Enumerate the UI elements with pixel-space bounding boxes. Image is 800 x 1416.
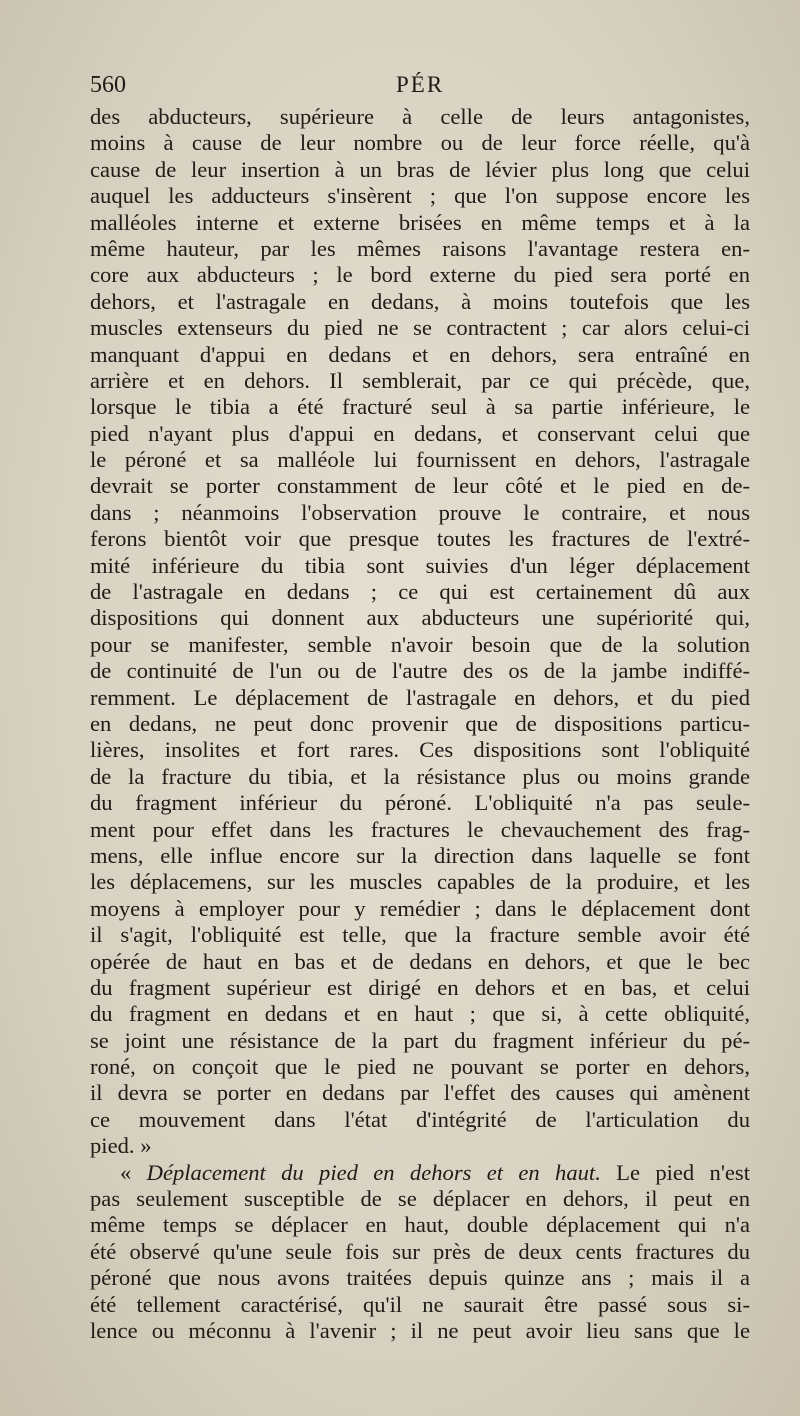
paragraph-line: ferons bientôt voir que presque toutes les fractures de l'extré- — [90, 526, 750, 552]
paragraph-line: du fragment inférieur du péroné. L'obliquité n'a pas seule- — [90, 790, 750, 816]
paragraph-line: arrière et en dehors. Il semblerait, par ce qui précède, que, — [90, 367, 750, 393]
paragraph-line: remment. Le déplacement de l'astragale en dehors, et du pied — [90, 684, 750, 710]
paragraph-line: devrait se porter constamment de leur côté et le pied en de- — [90, 473, 750, 499]
paragraph-line: de l'astragale en dedans ; ce qui est certainement dû aux — [90, 579, 750, 605]
paragraph-line: pied. » — [90, 1133, 152, 1159]
paragraph-line: lorsque le tibia a été fracturé seul à sa partie inférieure, le — [90, 394, 750, 420]
paragraph-line: lence ou méconnu à l'avenir ; il ne peut avoir lieu sans que le — [90, 1317, 750, 1343]
body-text — [90, 104, 750, 1344]
paragraph-line: opérée de haut en bas et de dedans en dehors, et que le bec — [90, 948, 750, 974]
paragraph-line: été observé qu'une seule fois sur près de deux cents fractures du — [90, 1238, 750, 1264]
paragraph-line: malléoles interne et externe brisées en même temps et à la — [90, 209, 750, 235]
paragraph-line: core aux abducteurs ; le bord externe du pied sera porté en — [90, 262, 750, 288]
paragraph-line: dans ; néanmoins l'observation prouve le contraire, et nous — [90, 499, 750, 525]
paragraph-line: des abducteurs, supérieure à celle de leurs antagonistes, — [90, 104, 750, 129]
paragraph-line: il devra se porter en dedans par l'effet des causes qui amènent — [90, 1080, 750, 1106]
paragraph-line: péroné que nous avons traitées depuis quinze ans ; mais il a — [90, 1265, 750, 1291]
paragraph-line: dispositions qui donnent aux abducteurs une supériorité qui, — [90, 605, 750, 631]
paragraph-line: moins à cause de leur nombre ou de leur force réelle, qu'à — [90, 130, 750, 156]
paragraph-line: ment pour effet dans les fractures le chevauchement des frag- — [90, 816, 750, 842]
paragraph-line: mens, elle influe encore sur la direction dans laquelle se font — [90, 842, 750, 868]
quote-mark: « — [120, 1159, 147, 1185]
paragraph-line: auquel les adducteurs s'insèrent ; que l'on suppose encore les — [90, 183, 750, 209]
page-number: 560 — [90, 72, 126, 98]
paragraph-line: pour se manifester, semble n'avoir besoin que de la solution — [90, 631, 750, 657]
paragraph-line: du fragment en dedans et en haut ; que si, à cette obliquité, — [90, 1001, 750, 1027]
paragraph-line: de la fracture du tibia, et la résistance plus ou moins grande — [90, 763, 750, 789]
paragraph-line: lières, insolites et fort rares. Ces dispositions sont l'obliquité — [90, 737, 750, 763]
paragraph-line — [90, 1160, 750, 1186]
paragraph-line: muscles extenseurs du pied ne se contractent ; car alors celui-ci — [90, 315, 750, 341]
paragraph-line: en dedans, ne peut donc provenir que de dispositions particu- — [90, 710, 750, 736]
paragraph-line: mité inférieure du tibia sont suivies d'un léger déplacement — [90, 552, 750, 578]
paragraph-1 — [90, 104, 750, 1160]
paragraph-line: du fragment supérieur est dirigé en dehors et en bas, et celui — [90, 974, 750, 1000]
paragraph-line: se joint une résistance de la part du fragment inférieur du pé- — [90, 1027, 750, 1053]
paragraph-line: même temps se déplacer en haut, double déplacement qui n'a — [90, 1212, 750, 1238]
paragraph-line: de continuité de l'un ou de l'autre des os de la jambe indiffé- — [90, 658, 750, 684]
paragraph-line: même hauteur, par les mêmes raisons l'avantage restera en- — [90, 235, 750, 261]
paragraph-2 — [90, 1160, 750, 1345]
paragraph-line: ce mouvement dans l'état d'intégrité de l'articulation du — [90, 1106, 750, 1132]
running-head: PÉR — [396, 72, 445, 97]
paragraph-line: pas seulement susceptible de se déplacer en dehors, il peut en — [90, 1186, 750, 1212]
section-title: Déplacement du pied en dehors et en haut. — [146, 1159, 601, 1185]
paragraph-line: les déplacemens, sur les muscles capables de la produire, et les — [90, 869, 750, 895]
paragraph-line: le péroné et sa malléole lui fournissent en dehors, l'astragale — [90, 447, 750, 473]
paragraph-line: été tellement caractérisé, qu'il ne saurait être passé sous si- — [90, 1291, 750, 1317]
paragraph-line: moyens à employer pour y remédier ; dans le déplacement dont — [90, 895, 750, 921]
page-header — [90, 72, 750, 106]
paragraph-line: dehors, et l'astragale en dedans, à moins toutefois que les — [90, 288, 750, 314]
paragraph-line: pied n'ayant plus d'appui en dedans, et conservant celui que — [90, 420, 750, 446]
paragraph-line: cause de leur insertion à un bras de lévier plus long que celui — [90, 156, 750, 182]
paragraph-line: roné, on conçoit que le pied ne pouvant se porter en dehors, — [90, 1054, 750, 1080]
paragraph-line: il s'agit, l'obliquité est telle, que la fracture semble avoir été — [90, 922, 750, 948]
paragraph-line: manquant d'appui en dedans et en dehors, sera entraîné en — [90, 341, 750, 367]
line-text: Le pied n'est — [600, 1159, 750, 1185]
